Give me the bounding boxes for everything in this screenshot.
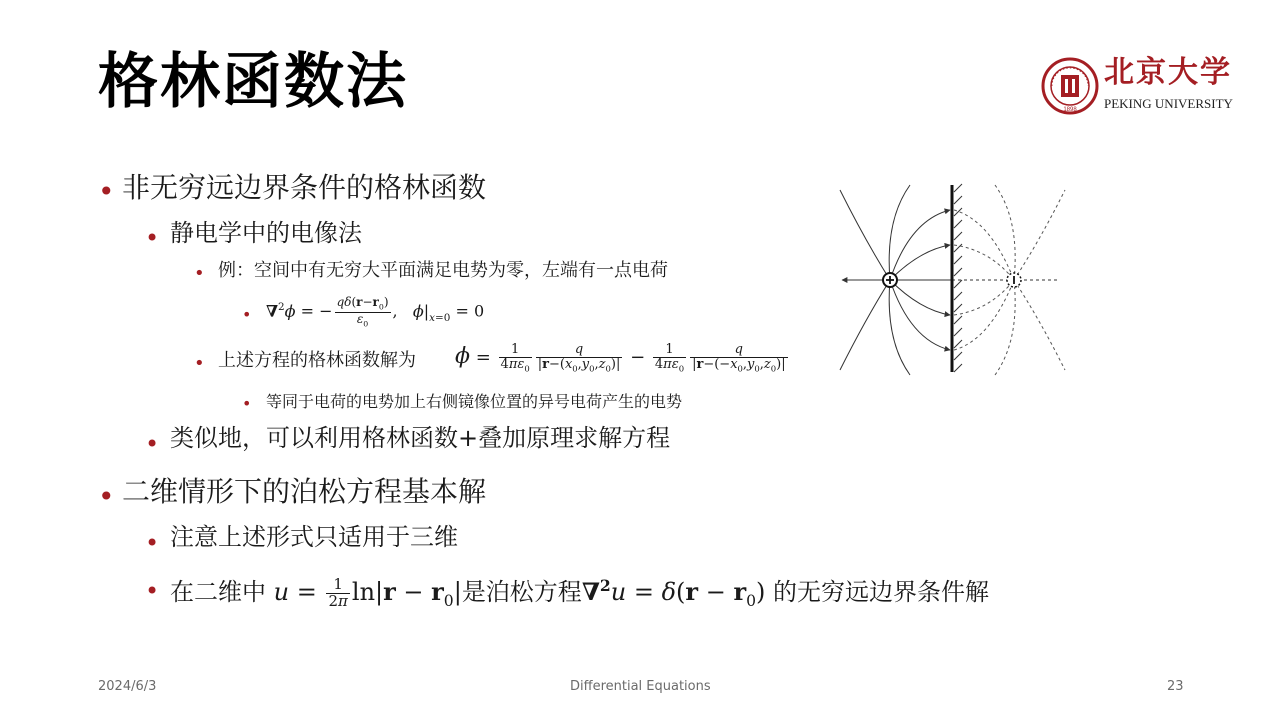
bullet-dot: •	[194, 263, 205, 284]
bullet-dot: •	[145, 529, 160, 557]
2d-suffix: 的无穷远边界条件解	[773, 578, 990, 606]
logo-english-name: PEKING UNIVERSITY	[1104, 96, 1233, 111]
bullet-l2-3d-only: 注意上述形式只适用于三维	[170, 523, 458, 551]
2d-prefix: 在二维中	[170, 578, 266, 606]
bullet-l1-green-function: 非无穷远边界条件的格林函数	[122, 171, 487, 204]
bullet-dot: •	[242, 394, 252, 413]
image-charge-icon	[1007, 273, 1021, 287]
bullet-l4-image-charge-note: 等同于电荷的电势加上右侧镜像位置的异号电荷产生的电势	[266, 392, 683, 411]
bullet-dot: •	[145, 430, 160, 458]
bullet-dot: •	[98, 175, 115, 208]
bullet-l1-2d-poisson: 二维情形下的泊松方程基本解	[122, 475, 487, 508]
bullet-dot: •	[194, 353, 205, 374]
logo-year: 1898	[1063, 107, 1077, 113]
poisson-equation: ∇$^2$ϕ = − $\frac{q\delta(r-r_0)}{\varepsilon_0}$ , $\phi|_{x=0} = 0$	[266, 295, 485, 328]
footer-page-number: 23	[1167, 679, 1184, 694]
footer-date: 2024/6/3	[98, 679, 157, 694]
logo-chinese-name: 北京大学	[1104, 55, 1232, 90]
green-solution-label: 上述方程的格林函数解为	[218, 350, 416, 371]
bullet-l2-2d-solution: 在二维中 u = $\frac{1}{2\pi}$ $\ln|r - r_0|$是泊松方程$\nabla^2u = \delta(r - r_0)$ 的无穷远边界条件解	[170, 575, 990, 610]
bullet-dot: •	[145, 577, 160, 605]
2d-mid: 是泊松方程	[461, 578, 582, 606]
bullet-dot: •	[98, 480, 115, 513]
green-function-formula: ϕ = $\frac{1}{4\pi\varepsilon_0}$ $\frac{q}{|r-(x_0,y_0,z_0)|}$ − $\frac{1}{4\pi\varepsilon_0}$ $\frac{q}{|r-(-x_0,y_0,z_0)|}$	[455, 342, 786, 374]
image-charge-diagram	[830, 180, 1080, 380]
bullet-dot: •	[145, 224, 160, 252]
positive-charge-icon	[883, 273, 897, 287]
bullet-l2-image-method: 静电学中的电像法	[170, 219, 362, 247]
bullet-l3-example: 例：空间中有无穷大平面满足电势为零，左端有一点电荷	[218, 260, 668, 281]
bullet-l2-superposition: 类似地，可以利用格林函数+叠加原理求解方程	[170, 424, 671, 452]
page-title: 格林函数法	[98, 47, 408, 117]
bullet-dot: •	[242, 305, 252, 324]
footer-course-title: Differential Equations	[570, 679, 711, 694]
